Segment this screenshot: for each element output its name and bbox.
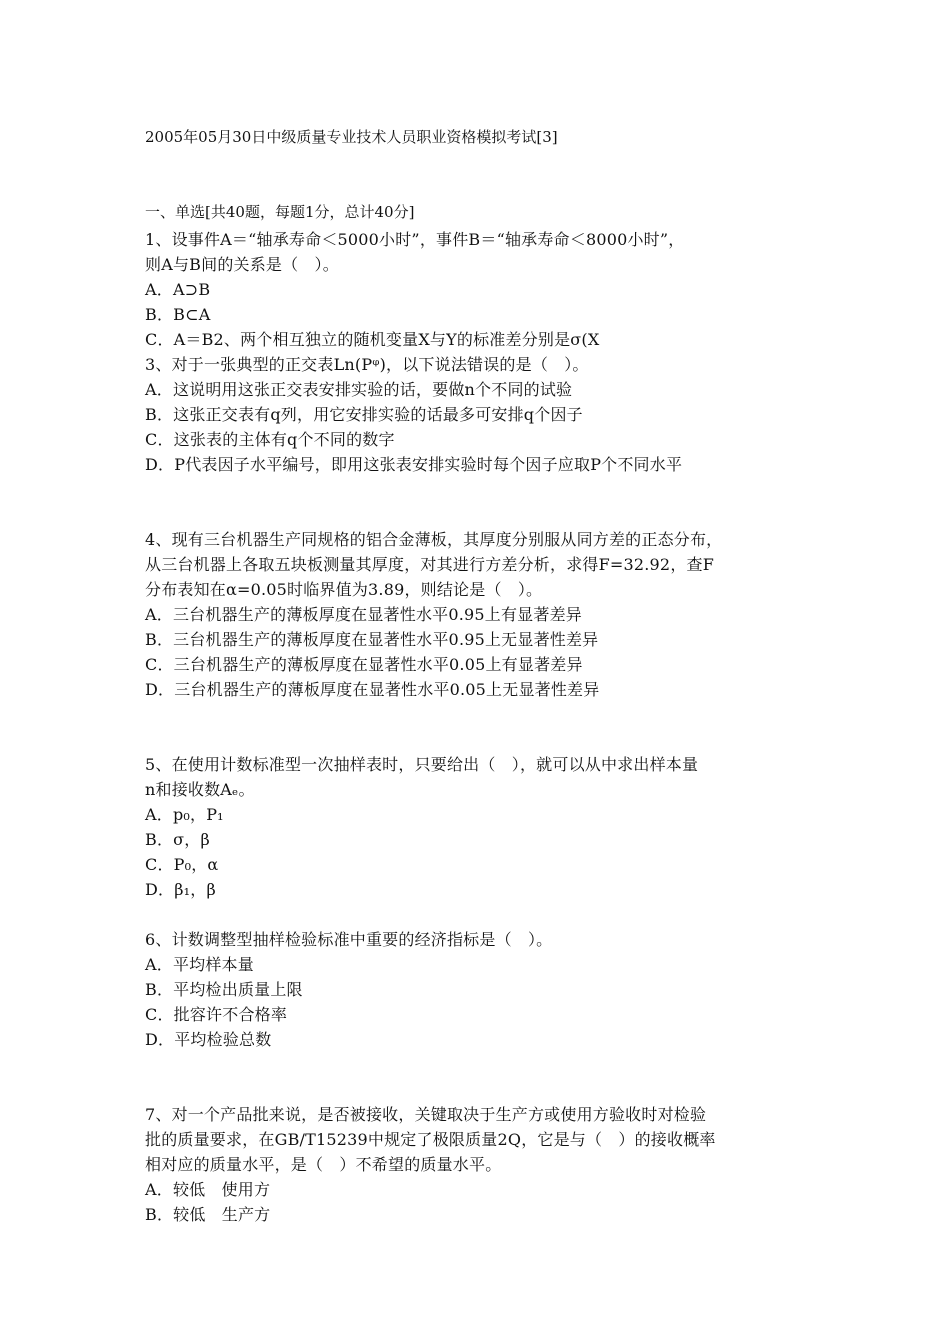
question-5-option-a: A．p₀，P₁	[145, 805, 224, 824]
question-5-stem-line-2: n和接收数Aₑ。	[145, 780, 255, 799]
question-4-stem-line-3: 分布表知在α=0.05时临界值为3.89，则结论是（ ）。	[145, 580, 543, 599]
question-4-option-a: A．三台机器生产的薄板厚度在显著性水平0.95上有显著差异	[145, 605, 582, 624]
question-4-option-d: D．三台机器生产的薄板厚度在显著性水平0.05上无显著性差异	[145, 680, 600, 699]
question-3-option-d: D．P代表因子水平编号，即用这张表安排实验时每个因子应取P个不同水平	[145, 455, 683, 474]
question-3-option-a: A．这说明用这张正交表安排实验的话，要做n个不同的试验	[145, 380, 573, 399]
question-6-option-d: D．平均检验总数	[145, 1030, 272, 1049]
question-4-stem-line-1: 4、现有三台机器生产同规格的铝合金薄板，其厚度分别服从同方差的正态分布，	[145, 530, 723, 549]
document-title: 2005年05月30日中级质量专业技术人员职业资格模拟考试[3]	[145, 128, 558, 146]
question-7-option-b: B．较低 生产方	[145, 1205, 271, 1224]
question-1-stem-line-2: 则A与B间的关系是（ ）。	[145, 255, 339, 274]
question-7-stem-line-1: 7、对一个产品批来说，是否被接收，关键取决于生产方或使用方验收时对检验	[145, 1105, 707, 1124]
question-1-option-c: C．A＝B2、两个相互独立的随机变量X与Y的标准差分别是σ(X	[145, 330, 600, 349]
question-3-option-c: C．这张表的主体有q个不同的数字	[145, 430, 395, 449]
question-3-option-b: B．这张正交表有q列，用它安排实验的话最多可安排q个因子	[145, 405, 583, 424]
question-5-option-b: B．σ，β	[145, 830, 210, 849]
question-6-stem: 6、计数调整型抽样检验标准中重要的经济指标是（ ）。	[145, 930, 553, 949]
section-header: 一、单选[共40题，每题1分，总计40分]	[145, 203, 415, 221]
question-4-stem-line-2: 从三台机器上各取五块板测量其厚度，对其进行方差分析，求得F=32.92，查F	[145, 555, 715, 574]
question-6-option-b: B．平均检出质量上限	[145, 980, 303, 999]
question-5-option-d: D．β₁，β	[145, 880, 216, 899]
question-1-option-b: B．B⊂A	[145, 305, 211, 324]
question-5-option-c: C．P₀，α	[145, 855, 219, 874]
question-6-option-a: A．平均样本量	[145, 955, 254, 974]
question-6-option-c: C．批容许不合格率	[145, 1005, 288, 1024]
question-7-stem-line-2: 批的质量要求，在GB/T15239中规定了极限质量2Q，它是与（ ）的接收概率	[145, 1130, 716, 1149]
question-7-stem-line-3: 相对应的质量水平，是（ ）不希望的质量水平。	[145, 1155, 502, 1174]
question-1-option-a: A．A⊃B	[145, 280, 211, 299]
question-3-stem: 3、对于一张典型的正交表Ln(Pᵠ)，以下说法错误的是（ ）。	[145, 355, 589, 374]
question-5-stem-line-1: 5、在使用计数标准型一次抽样表时，只要给出（ ），就可以从中求出样本量	[145, 755, 699, 774]
question-4-option-c: C．三台机器生产的薄板厚度在显著性水平0.05上有显著差异	[145, 655, 583, 674]
question-7-option-a: A．较低 使用方	[145, 1180, 271, 1199]
question-1-stem-line-1: 1、设事件A＝“轴承寿命＜5000小时”，事件B＝“轴承寿命＜8000小时”，	[145, 230, 685, 249]
question-4-option-b: B．三台机器生产的薄板厚度在显著性水平0.95上无显著性差异	[145, 630, 599, 649]
